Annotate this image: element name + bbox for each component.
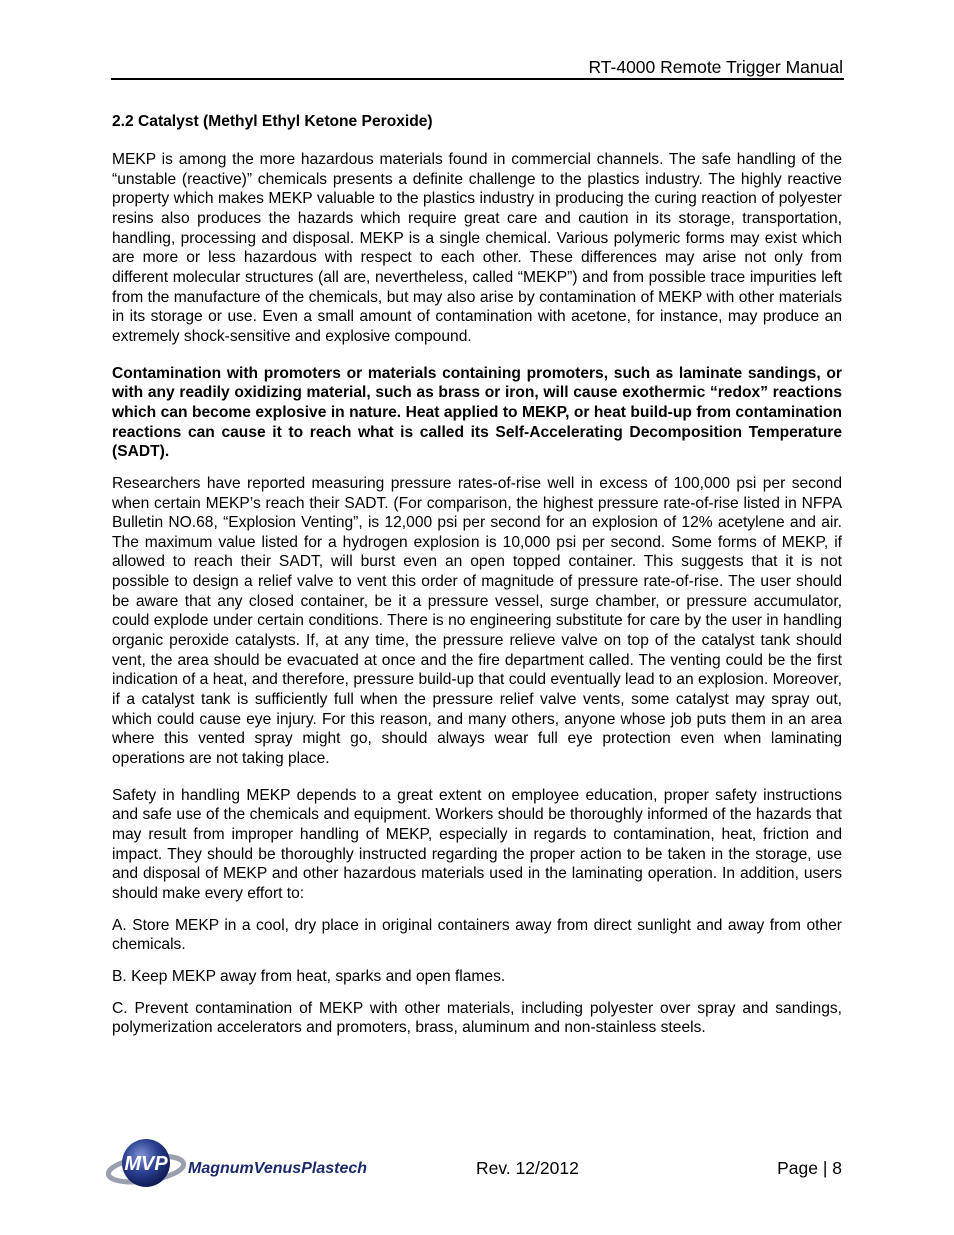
section-heading: 2.2 Catalyst (Methyl Ethyl Ketone Peroxide): [112, 113, 433, 130]
logo-mark-text: MVP: [124, 1153, 168, 1175]
list-item-a: A. Store MEKP in a cool, dry place in original containers away from direct sunlight and away from other chemicals.: [112, 916, 842, 954]
paragraph-intro: MEKP is among the more hazardous materials found in commercial channels. The safe handling of the “unstable (reactive)” chemicals presents a definite challenge to the plastics industry. The highly reactive property which makes MEKP valuable to the plastics industry in producing the curing reaction of polyester resins also produces the hazards which require great care and caution in its storage, transportation, handling, processing and disposal. MEKP is a single chemical. Various polymeric forms may exist which are more or less hazardous with respect to each other. These differences may arise not only from different molecular structures (all are, nevertheless, called “MEKP”) and from possible trace impurities left from the manufacture of the chemicals, but may also arise by contamination of MEKP with other materials in its storage or use. Even a small amount of contamination with acetone, for instance, may produce an extremely shock-sensitive and explosive compound.: [112, 151, 842, 345]
paragraph-safety: Safety in handling MEKP depends to a great extent on employee education, proper safety instructions and safe use of the chemicals and equipment. Workers should be thoroughly informed of the hazards that may result from improper handling of MEKP, especially in regards to contamination, heat, friction and impact. They should be thoroughly instructed regarding the proper action to be taken in the storage, use and disposal of MEKP and other hazardous materials used in the laminating operation. In addition, users should make every effort to:: [112, 786, 842, 902]
list-item-c: C. Prevent contamination of MEKP with other materials, including polyester over spray and sandings, polymerization accelerators and promoters, brass, aluminum and non-stainless steels.: [112, 999, 842, 1037]
page-content: [112, 112, 842, 1038]
paragraph-warning: Contamination with promoters or materials containing promoters, such as laminate sandings, or with any readily oxidizing material, such as brass or iron, will cause exothermic “redox” reactions which can become explosive in nature. Heat applied to MEKP, or heat build-up from contamination reactions can cause it to reach what is called its Self-Accelerating Decomposition Temperature (SADT).: [112, 364, 842, 461]
paragraph-research: Researchers have reported measuring pressure rates-of-rise well in excess of 100,000 psi per second when certain MEKP’s reach their SADT. (For comparison, the highest pressure rate-of-rise listed in NFPA Bulletin NO.68, “Explosion Venting”, is 12,000 psi per second for an explosion of 12% acetylene and air. The maximum value listed for a hydrogen explosion is 10,000 psi per second. Some forms of MEKP, if allowed to reach their SADT, will burst even an open topped container. This suggests that it is not possible to design a relief valve to vent this order of magnitude of pressure rate-of-rise. The user should be aware that any closed container, be it a pressure vessel, surge chamber, or pressure accumulator, could explode under certain conditions. There is no engineering substitute for care by the user in handling organic peroxide catalysts. If, at any time, the pressure relieve valve on top of the catalyst tank should vent, the area should be evacuated at once and the fire department called. The venting could be the first indication of a heat, and therefore, pressure build-up that could eventually lead to an explosion. Moreover, if a catalyst tank is sufficiently full when the pressure relief valve vents, some catalyst may spray out, which could cause eye injury. For this reason, and many others, anyone whose job puts them in an area where this vented spray might go, should always wear full eye protection even when laminating operations are not taking place.: [112, 474, 842, 768]
document-title: RT-4000 Remote Trigger Manual: [588, 57, 843, 77]
page-number: Page | 8: [777, 1158, 842, 1178]
list-item-b: B. Keep MEKP away from heat, sparks and open flames.: [112, 967, 506, 985]
page-footer: [106, 1133, 846, 1195]
revision-date: Rev. 12/2012: [476, 1158, 579, 1178]
header-divider: [111, 78, 844, 80]
magnum-venus-plastech-logo: [106, 1133, 396, 1193]
logo-wordmark: MagnumVenusPlastech: [188, 1160, 368, 1177]
